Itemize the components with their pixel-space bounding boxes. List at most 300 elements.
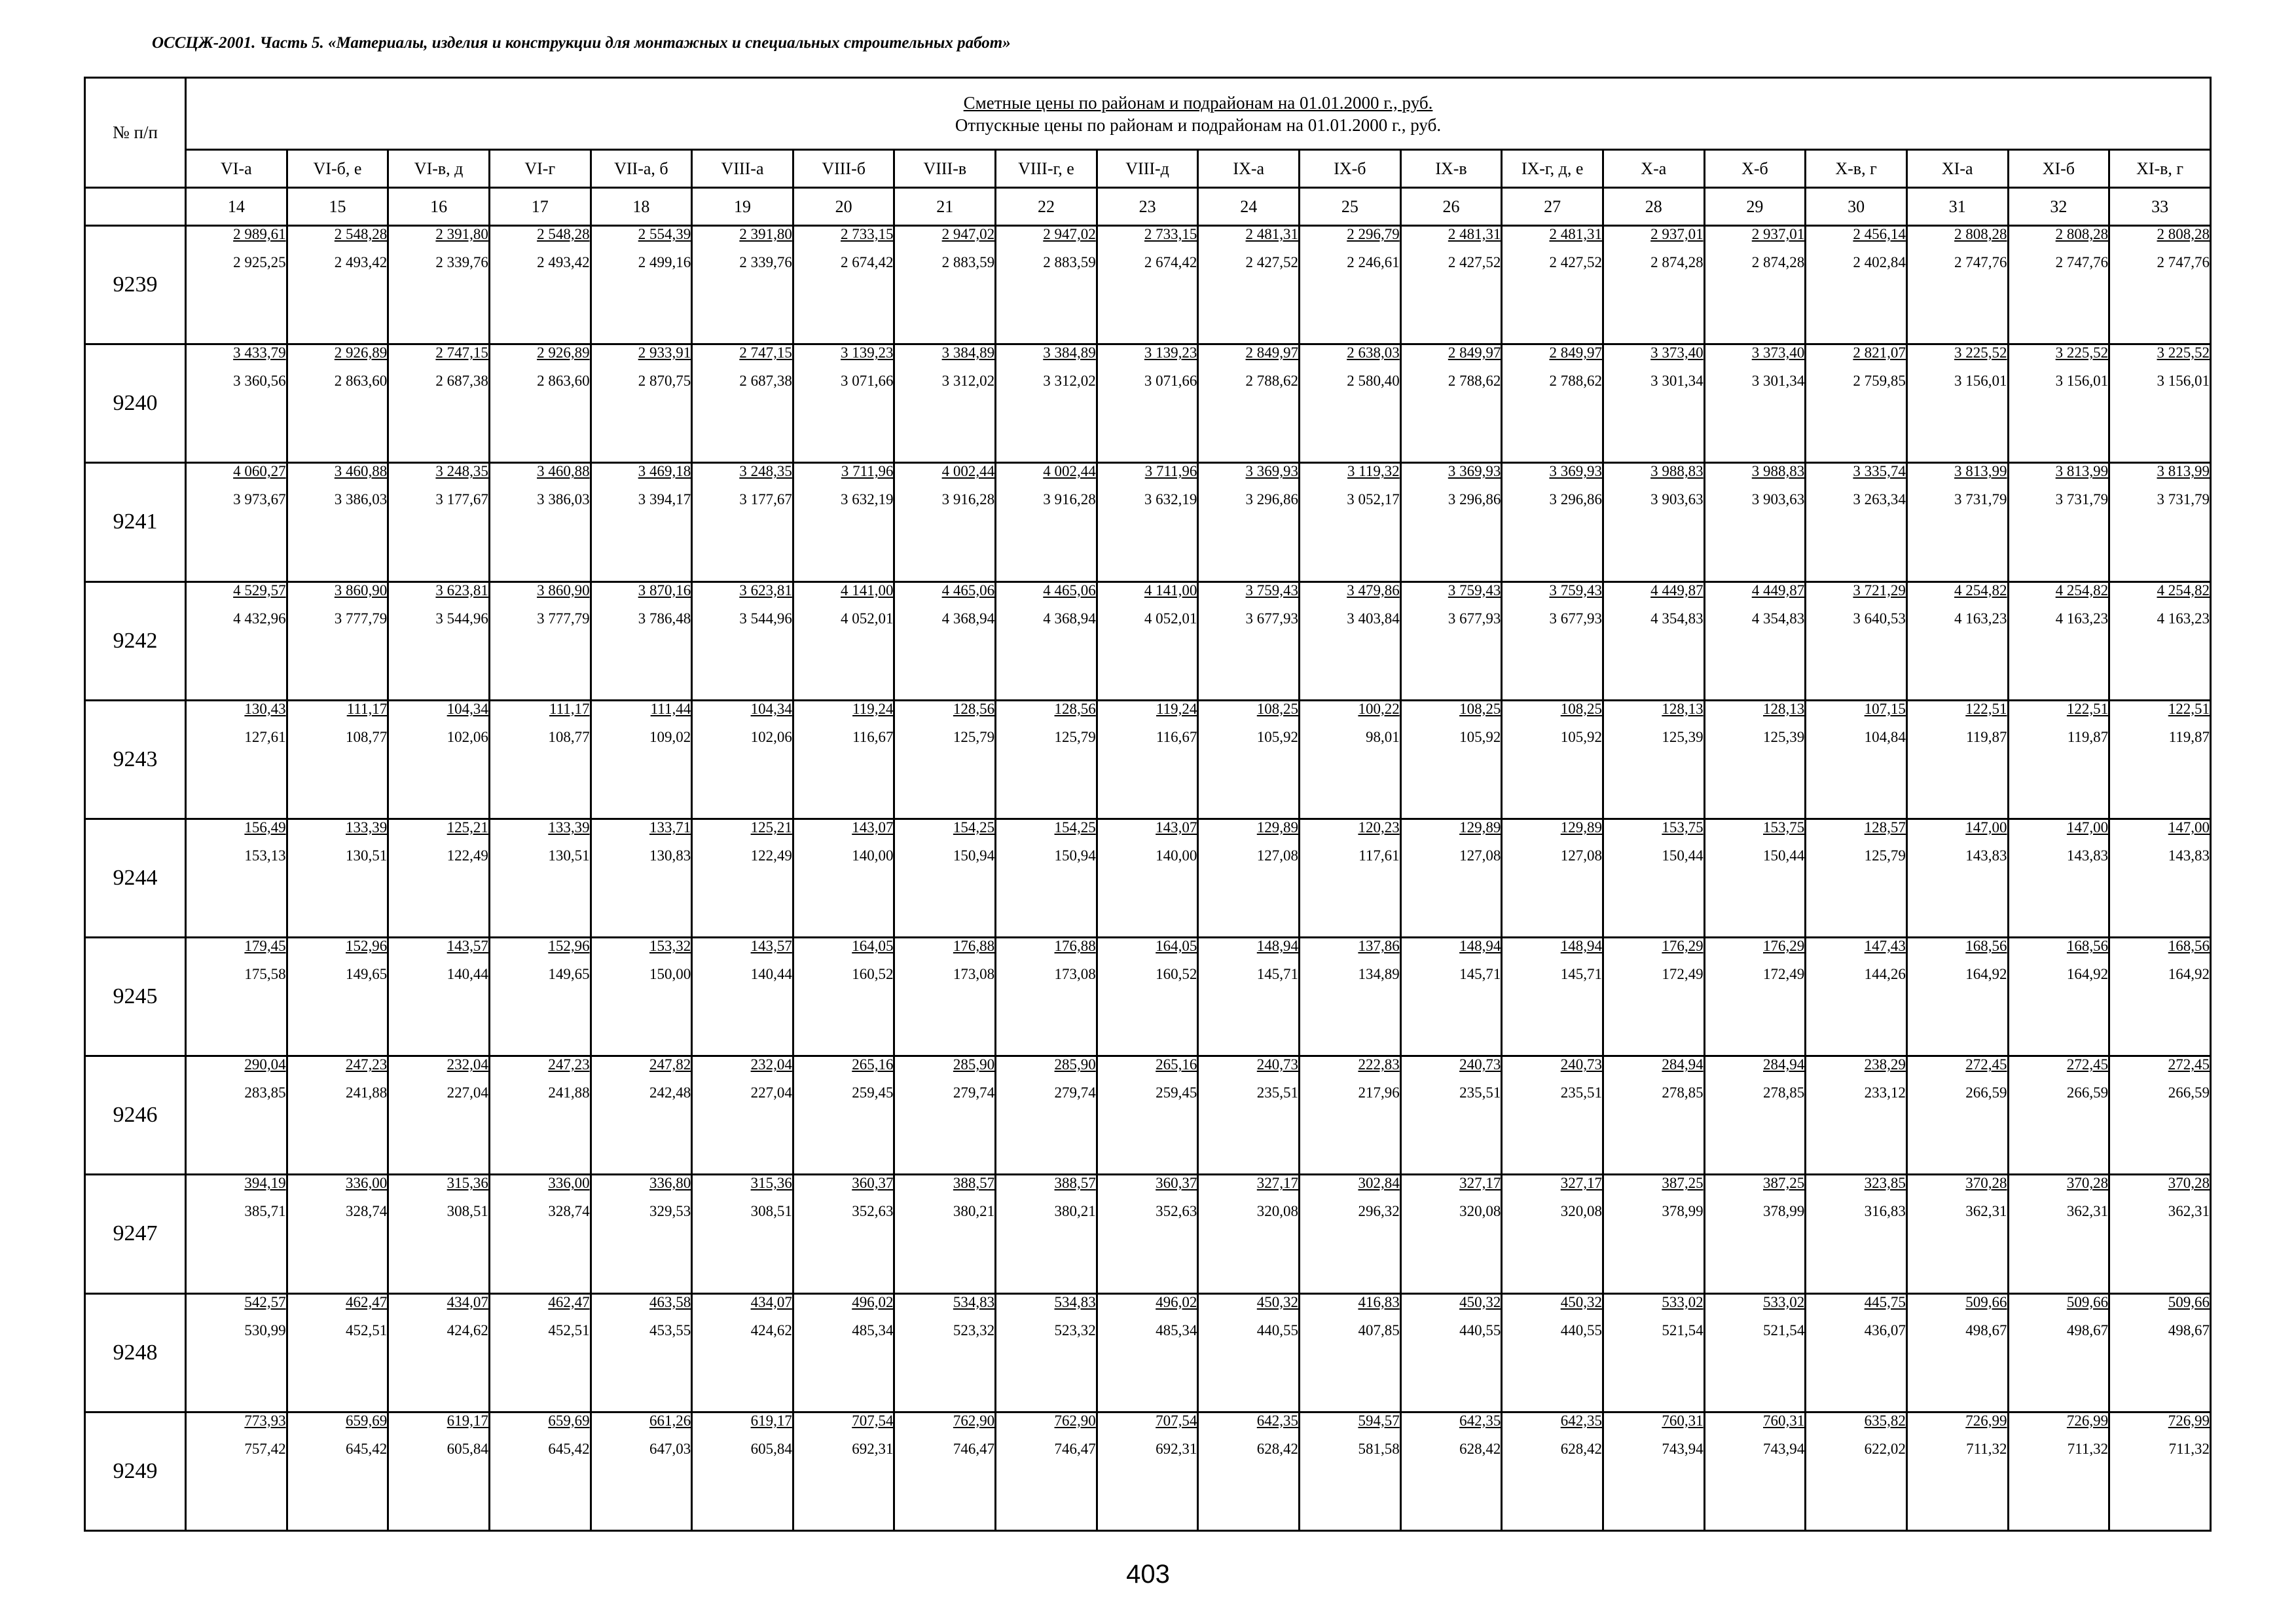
region-header: VIII-а xyxy=(692,150,793,188)
estimate-price: 462,47 xyxy=(548,1293,590,1310)
estimate-price: 2 456,14 xyxy=(1853,226,1906,242)
estimate-price: 284,94 xyxy=(1662,1056,1704,1073)
estimate-price: 3 139,23 xyxy=(1144,344,1197,361)
price-cell xyxy=(2109,1412,2211,1530)
column-number-row xyxy=(85,188,2211,226)
release-price: 122,49 xyxy=(446,847,488,864)
release-price: 498,67 xyxy=(1965,1321,2007,1338)
release-price: 3 052,17 xyxy=(1347,491,1400,508)
price-cell xyxy=(388,1412,490,1530)
estimate-price: 619,17 xyxy=(750,1412,792,1429)
release-price: 173,08 xyxy=(1054,966,1096,983)
column-number-blank xyxy=(85,188,186,226)
estimate-price: 128,57 xyxy=(1864,819,1906,836)
release-price: 2 580,40 xyxy=(1347,373,1400,390)
release-price: 3 301,34 xyxy=(1650,373,1704,390)
release-price: 2 788,62 xyxy=(1549,373,1602,390)
item-code: 9247 xyxy=(85,1175,186,1293)
estimate-price: 533,02 xyxy=(1662,1293,1704,1310)
release-price: 485,34 xyxy=(852,1321,894,1338)
release-price: 628,42 xyxy=(1256,1440,1299,1457)
estimate-price: 129,89 xyxy=(1560,819,1602,836)
estimate-price: 327,17 xyxy=(1256,1175,1299,1192)
release-price: 153,13 xyxy=(244,847,286,864)
estimate-price: 176,29 xyxy=(1763,938,1805,955)
release-price: 3 777,79 xyxy=(537,610,590,627)
release-price: 278,85 xyxy=(1763,1084,1805,1101)
release-price: 628,42 xyxy=(1459,1440,1501,1457)
estimate-price: 111,17 xyxy=(549,700,590,717)
estimate-price: 760,31 xyxy=(1763,1412,1805,1429)
price-cell xyxy=(1502,700,1603,819)
price-cell xyxy=(1704,463,1806,581)
release-price: 3 677,93 xyxy=(1549,610,1602,627)
estimate-price: 240,73 xyxy=(1459,1056,1501,1073)
release-price: 235,51 xyxy=(1560,1084,1602,1101)
release-price: 241,88 xyxy=(548,1084,590,1101)
page-number: 403 xyxy=(1126,1560,1170,1589)
release-price: 2 759,85 xyxy=(1853,373,1906,390)
estimate-price: 659,69 xyxy=(548,1412,590,1429)
estimate-price: 416,83 xyxy=(1358,1293,1400,1310)
running-title: ОССЦЖ-2001. Часть 5. «Материалы, изделия и конструкции для монтажных и специальных строительных работ» xyxy=(152,34,1011,52)
estimate-price: 4 002,44 xyxy=(941,463,995,480)
release-price: 4 368,94 xyxy=(941,610,995,627)
release-price: 119,87 xyxy=(2168,728,2210,745)
price-cell xyxy=(388,819,490,937)
estimate-price: 290,04 xyxy=(244,1056,286,1073)
price-cell xyxy=(1400,1175,1502,1293)
price-cell xyxy=(692,819,793,937)
release-price: 279,74 xyxy=(953,1084,995,1101)
estimate-price: 762,90 xyxy=(1054,1412,1096,1429)
release-price: 711,32 xyxy=(2168,1440,2210,1457)
price-cell xyxy=(793,463,894,581)
release-price: 3 916,28 xyxy=(1043,491,1096,508)
table-row xyxy=(85,344,2211,463)
estimate-price: 3 384,89 xyxy=(1043,344,1096,361)
price-cell xyxy=(894,819,996,937)
estimate-price: 2 391,80 xyxy=(435,226,488,242)
release-price: 279,74 xyxy=(1054,1084,1096,1101)
release-price: 130,83 xyxy=(649,847,691,864)
price-cell xyxy=(1603,463,1704,581)
release-price: 143,83 xyxy=(1965,847,2007,864)
release-price: 3 296,86 xyxy=(1448,491,1501,508)
price-cell xyxy=(287,819,388,937)
price-cell xyxy=(1400,226,1502,344)
estimate-price: 148,94 xyxy=(1560,938,1602,955)
estimate-price: 133,71 xyxy=(649,819,691,836)
release-price: 378,99 xyxy=(1662,1203,1704,1220)
release-price: 3 296,86 xyxy=(1549,491,1602,508)
estimate-price: 147,43 xyxy=(1864,938,1906,955)
release-price: 149,65 xyxy=(548,966,590,983)
price-cell xyxy=(186,700,287,819)
estimate-price: 4 254,82 xyxy=(1954,581,2007,599)
region-header: VIII-г, е xyxy=(996,150,1097,188)
estimate-price: 4 465,06 xyxy=(1043,581,1096,599)
price-cell xyxy=(996,938,1097,1056)
release-price: 3 360,56 xyxy=(233,373,286,390)
item-code: 9241 xyxy=(85,463,186,581)
release-price: 150,44 xyxy=(1662,847,1704,864)
estimate-price: 462,47 xyxy=(346,1293,388,1310)
release-price: 3 156,01 xyxy=(2055,373,2109,390)
price-cell xyxy=(388,1293,490,1412)
price-cell xyxy=(186,1175,287,1293)
release-price: 145,71 xyxy=(1560,966,1602,983)
estimate-price: 2 808,28 xyxy=(1954,226,2007,242)
release-price: 452,51 xyxy=(346,1321,388,1338)
release-price: 424,62 xyxy=(750,1321,792,1338)
price-cell xyxy=(1097,1056,1198,1175)
estimate-price: 176,88 xyxy=(953,938,995,955)
estimate-price: 726,99 xyxy=(1965,1412,2007,1429)
price-cell xyxy=(1300,1175,1401,1293)
price-cell xyxy=(793,226,894,344)
estimate-price: 2 391,80 xyxy=(739,226,792,242)
estimate-price: 3 335,74 xyxy=(1853,463,1906,480)
release-price: 380,21 xyxy=(1054,1203,1096,1220)
price-cell xyxy=(1502,938,1603,1056)
release-price: 140,44 xyxy=(446,966,488,983)
price-cell xyxy=(1198,819,1300,937)
release-price: 108,77 xyxy=(548,728,590,745)
release-price: 485,34 xyxy=(1156,1321,1197,1338)
release-price: 102,06 xyxy=(446,728,488,745)
column-number: 24 xyxy=(1198,188,1300,226)
release-price: 2 870,75 xyxy=(638,373,691,390)
release-price: 119,87 xyxy=(2067,728,2109,745)
region-header: VIII-в xyxy=(894,150,996,188)
estimate-price: 3 460,88 xyxy=(334,463,388,480)
estimate-price: 336,00 xyxy=(346,1175,388,1192)
release-price: 116,67 xyxy=(1156,728,1197,745)
release-price: 164,92 xyxy=(2168,966,2210,983)
table-row xyxy=(85,1175,2211,1293)
price-cell xyxy=(2008,226,2109,344)
release-price: 3 156,01 xyxy=(1954,373,2007,390)
item-code: 9240 xyxy=(85,344,186,463)
estimate-price: 387,25 xyxy=(1763,1175,1805,1192)
price-cell xyxy=(287,938,388,1056)
release-price: 436,07 xyxy=(1864,1321,1906,1338)
release-price: 2 747,76 xyxy=(1954,254,2007,270)
price-cell xyxy=(591,463,692,581)
column-number: 31 xyxy=(1906,188,2008,226)
estimate-price: 4 141,00 xyxy=(1144,581,1197,599)
estimate-price: 232,04 xyxy=(446,1056,488,1073)
price-cell xyxy=(287,581,388,700)
release-price: 385,71 xyxy=(244,1203,286,1220)
price-cell xyxy=(1300,700,1401,819)
price-cell xyxy=(2008,344,2109,463)
estimate-price: 3 225,52 xyxy=(1954,344,2007,361)
estimate-price: 108,25 xyxy=(1560,700,1602,717)
release-price: 3 544,96 xyxy=(435,610,488,627)
estimate-price: 119,24 xyxy=(1156,700,1197,717)
estimate-price: 2 933,91 xyxy=(638,344,691,361)
release-price: 235,51 xyxy=(1256,1084,1299,1101)
estimate-price: 285,90 xyxy=(953,1056,995,1073)
price-cell xyxy=(186,581,287,700)
estimate-price: 232,04 xyxy=(750,1056,792,1073)
release-price: 523,32 xyxy=(953,1321,995,1338)
column-number: 15 xyxy=(287,188,388,226)
price-cell xyxy=(591,700,692,819)
release-price: 2 674,42 xyxy=(1144,254,1197,270)
release-price: 2 339,76 xyxy=(435,254,488,270)
estimate-price: 3 711,96 xyxy=(841,463,894,480)
price-cell xyxy=(2008,1056,2109,1175)
estimate-price: 370,28 xyxy=(2168,1175,2210,1192)
release-price: 3 973,67 xyxy=(233,491,286,508)
release-price: 605,84 xyxy=(446,1440,488,1457)
estimate-price: 594,57 xyxy=(1358,1412,1400,1429)
price-cell xyxy=(793,1412,894,1530)
estimate-price: 2 296,79 xyxy=(1347,226,1400,242)
release-price: 140,44 xyxy=(750,966,792,983)
estimate-price: 153,75 xyxy=(1662,819,1704,836)
estimate-price: 642,35 xyxy=(1459,1412,1501,1429)
estimate-price: 3 369,93 xyxy=(1245,463,1299,480)
release-price: 3 386,03 xyxy=(537,491,590,508)
estimate-price: 3 248,35 xyxy=(435,463,488,480)
price-cell xyxy=(1198,1412,1300,1530)
release-price: 692,31 xyxy=(1156,1440,1197,1457)
estimate-price: 3 860,90 xyxy=(334,581,388,599)
estimate-price: 284,94 xyxy=(1763,1056,1805,1073)
release-price: 127,08 xyxy=(1256,847,1299,864)
release-price: 746,47 xyxy=(1054,1440,1096,1457)
region-header-row xyxy=(85,150,2211,188)
price-cell xyxy=(1704,344,1806,463)
row-number-header: № п/п xyxy=(85,78,186,188)
price-cell xyxy=(186,226,287,344)
estimate-price: 247,23 xyxy=(548,1056,590,1073)
estimate-price: 762,90 xyxy=(953,1412,995,1429)
estimate-price: 2 733,15 xyxy=(840,226,894,242)
estimate-price: 635,82 xyxy=(1864,1412,1906,1429)
release-price: 140,00 xyxy=(1156,847,1197,864)
price-cell xyxy=(2008,819,2109,937)
release-price: 175,58 xyxy=(244,966,286,983)
price-cell xyxy=(793,819,894,937)
release-price: 4 163,23 xyxy=(2055,610,2109,627)
price-cell xyxy=(2109,581,2211,700)
price-cell xyxy=(1502,344,1603,463)
price-cell xyxy=(1806,226,1907,344)
release-price: 172,49 xyxy=(1763,966,1805,983)
price-cell xyxy=(388,1175,490,1293)
price-cell xyxy=(1198,344,1300,463)
release-price: 164,92 xyxy=(2066,966,2109,983)
column-number: 14 xyxy=(186,188,287,226)
release-price: 3 640,53 xyxy=(1853,610,1906,627)
estimate-price: 3 623,81 xyxy=(739,581,792,599)
estimate-price: 153,75 xyxy=(1763,819,1805,836)
release-price: 160,52 xyxy=(852,966,894,983)
item-code: 9244 xyxy=(85,819,186,937)
price-cell xyxy=(1704,581,1806,700)
price-cell xyxy=(591,1412,692,1530)
estimate-price: 2 849,97 xyxy=(1448,344,1501,361)
price-cell xyxy=(793,938,894,1056)
estimate-price: 143,57 xyxy=(446,938,488,955)
table-row xyxy=(85,1293,2211,1412)
estimate-price: 125,21 xyxy=(446,819,488,836)
price-cell xyxy=(1603,819,1704,937)
price-cell xyxy=(2008,700,2109,819)
price-cell xyxy=(591,819,692,937)
release-price: 233,12 xyxy=(1864,1084,1906,1101)
release-price: 3 394,17 xyxy=(638,491,691,508)
price-cell xyxy=(186,1412,287,1530)
estimate-price: 3 373,40 xyxy=(1650,344,1704,361)
price-cell xyxy=(1097,463,1198,581)
release-price: 521,54 xyxy=(1763,1321,1805,1338)
estimate-price: 2 638,03 xyxy=(1347,344,1400,361)
price-cell xyxy=(1097,344,1198,463)
estimate-price: 164,05 xyxy=(852,938,894,955)
price-cell xyxy=(1400,1056,1502,1175)
price-cell xyxy=(1198,1056,1300,1175)
price-cell xyxy=(692,581,793,700)
release-price: 2 883,59 xyxy=(1043,254,1096,270)
price-cell xyxy=(591,581,692,700)
price-cell xyxy=(591,226,692,344)
price-cell xyxy=(2109,226,2211,344)
release-price: 164,92 xyxy=(1965,966,2007,983)
release-price: 498,67 xyxy=(2066,1321,2109,1338)
release-price: 160,52 xyxy=(1156,966,1197,983)
estimate-price: 272,45 xyxy=(2066,1056,2109,1073)
release-price: 2 788,62 xyxy=(1245,373,1299,390)
price-cell xyxy=(1502,1293,1603,1412)
release-price: 308,51 xyxy=(446,1203,488,1220)
estimate-price: 152,96 xyxy=(346,938,388,955)
release-price: 3 177,67 xyxy=(435,491,488,508)
region-header: VI-г xyxy=(489,150,591,188)
price-cell xyxy=(287,700,388,819)
price-cell xyxy=(793,1056,894,1175)
price-cell xyxy=(1300,938,1401,1056)
price-cell xyxy=(186,819,287,937)
price-cell xyxy=(1704,1412,1806,1530)
release-price: 3 544,96 xyxy=(739,610,792,627)
estimate-price: 272,45 xyxy=(1965,1056,2007,1073)
region-header: IX-в xyxy=(1400,150,1502,188)
estimate-price: 509,66 xyxy=(1965,1293,2007,1310)
table-row xyxy=(85,463,2211,581)
estimate-price: 3 870,16 xyxy=(638,581,691,599)
price-cell xyxy=(186,1056,287,1175)
price-cell xyxy=(388,938,490,1056)
estimate-price: 2 947,02 xyxy=(941,226,995,242)
price-cell xyxy=(1704,1175,1806,1293)
estimate-price: 542,57 xyxy=(244,1293,286,1310)
price-cell xyxy=(388,226,490,344)
price-cell xyxy=(793,344,894,463)
release-price: 149,65 xyxy=(346,966,388,983)
estimate-price: 2 481,31 xyxy=(1245,226,1299,242)
table-body xyxy=(85,226,2211,1531)
price-cell xyxy=(489,344,591,463)
estimate-price: 2 937,01 xyxy=(1751,226,1805,242)
price-cell xyxy=(1502,1412,1603,1530)
region-header: IX-г, д, е xyxy=(1502,150,1603,188)
release-price: 3 071,66 xyxy=(1144,373,1197,390)
release-price: 143,83 xyxy=(2168,847,2210,864)
estimate-price: 327,17 xyxy=(1560,1175,1602,1192)
price-cell xyxy=(1300,344,1401,463)
release-price: 98,01 xyxy=(1365,728,1400,745)
release-price: 4 163,23 xyxy=(2157,610,2210,627)
estimate-price: 272,45 xyxy=(2168,1056,2210,1073)
price-cell xyxy=(489,1412,591,1530)
release-price: 328,74 xyxy=(548,1203,590,1220)
release-price: 130,51 xyxy=(346,847,388,864)
release-price: 3 156,01 xyxy=(2157,373,2210,390)
region-header: VI-в, д xyxy=(388,150,490,188)
table-row xyxy=(85,581,2211,700)
price-cell xyxy=(2109,700,2211,819)
release-price: 4 163,23 xyxy=(1954,610,2007,627)
price-cell xyxy=(894,226,996,344)
estimate-price: 3 759,43 xyxy=(1448,581,1501,599)
estimate-price: 450,32 xyxy=(1560,1293,1602,1310)
release-price: 605,84 xyxy=(750,1440,792,1457)
price-cell xyxy=(1198,938,1300,1056)
price-cell xyxy=(1906,1293,2008,1412)
estimate-price: 3 460,88 xyxy=(537,463,590,480)
price-table xyxy=(84,77,2212,1532)
column-number: 28 xyxy=(1603,188,1704,226)
release-price: 3 786,48 xyxy=(638,610,691,627)
price-cell xyxy=(1906,1412,2008,1530)
price-cell xyxy=(2109,1175,2211,1293)
release-price: 150,94 xyxy=(953,847,995,864)
release-price: 2 427,52 xyxy=(1448,254,1501,270)
release-price: 3 731,79 xyxy=(2055,491,2109,508)
release-price: 2 493,42 xyxy=(334,254,388,270)
price-cell xyxy=(186,344,287,463)
estimate-price: 3 225,52 xyxy=(2157,344,2210,361)
price-cell xyxy=(1400,463,1502,581)
release-price: 3 312,02 xyxy=(941,373,995,390)
estimate-price: 2 926,89 xyxy=(537,344,590,361)
estimate-price: 3 988,83 xyxy=(1650,463,1704,480)
release-price: 3 263,34 xyxy=(1853,491,1906,508)
estimate-price: 659,69 xyxy=(346,1412,388,1429)
estimate-price: 3 759,43 xyxy=(1245,581,1299,599)
region-header: VI-б, е xyxy=(287,150,388,188)
estimate-price: 2 481,31 xyxy=(1549,226,1602,242)
release-price: 362,31 xyxy=(2168,1203,2210,1220)
estimate-price: 2 926,89 xyxy=(334,344,388,361)
estimate-price: 125,21 xyxy=(750,819,792,836)
price-cell xyxy=(1097,1412,1198,1530)
region-header: VIII-д xyxy=(1097,150,1198,188)
price-cell xyxy=(591,1175,692,1293)
price-cell xyxy=(2008,581,2109,700)
region-header: XI-б xyxy=(2008,150,2109,188)
price-cell xyxy=(186,1293,287,1412)
estimate-price: 3 813,99 xyxy=(1954,463,2007,480)
release-price: 316,83 xyxy=(1864,1203,1906,1220)
price-cell xyxy=(591,344,692,463)
